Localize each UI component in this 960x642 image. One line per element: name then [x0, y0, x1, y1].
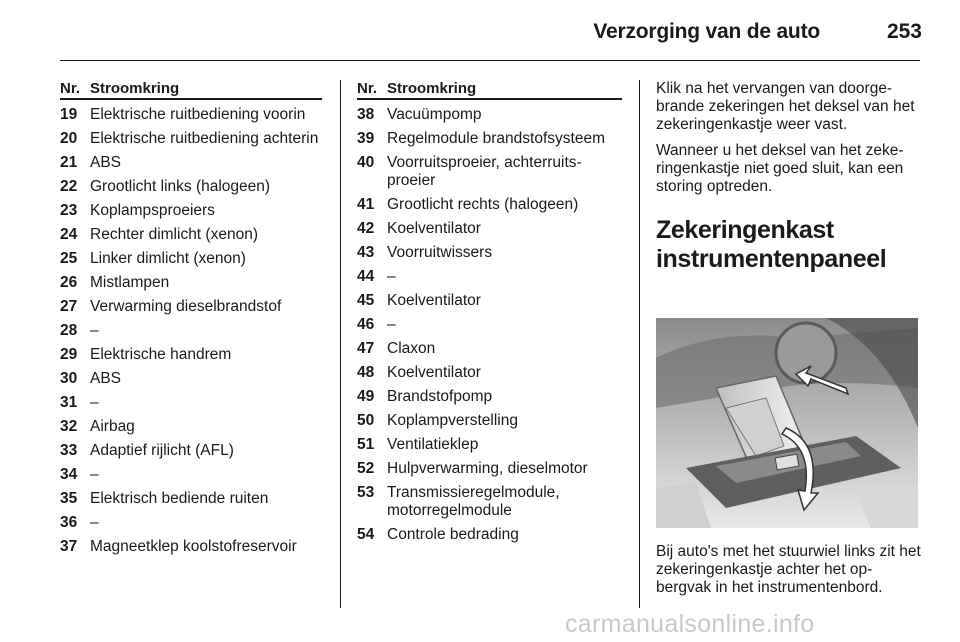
- table-row: [357, 106, 622, 124]
- table-row: [60, 298, 322, 316]
- circuit-description: Magneetklep koolstofreservoir: [90, 538, 297, 555]
- circuit-description: Airbag: [90, 418, 135, 435]
- column-header-circuit: Stroomkring: [387, 80, 477, 97]
- fuse-number: 44: [357, 268, 375, 285]
- table-row: [357, 268, 622, 286]
- figure-caption: Bij auto's met het stuurwiel links zit het zekeringenkastje achter het op-bergvak in het instrumentenbord.: [656, 543, 921, 596]
- circuit-description: –: [387, 316, 396, 333]
- table-row: [60, 130, 322, 148]
- table-row: [60, 154, 322, 172]
- table-row: [357, 292, 622, 310]
- circuit-description: Linker dimlicht (xenon): [90, 250, 246, 267]
- circuit-description: Hulpverwarming, dieselmotor: [387, 460, 588, 477]
- circuit-description: –: [90, 394, 99, 411]
- circuit-description: Elektrische ruitbediening voorin: [90, 106, 306, 123]
- fuse-number: 54: [357, 526, 375, 543]
- fuse-number: 33: [60, 442, 78, 459]
- fuse-number: 19: [60, 106, 78, 123]
- circuit-description: –: [90, 322, 99, 339]
- circuit-description: Transmissieregelmodule, motorregelmodule: [387, 484, 560, 519]
- circuit-description: Mistlampen: [90, 274, 170, 291]
- watermark: carmanualsonline.info: [565, 610, 815, 638]
- table-row: [60, 322, 322, 340]
- fuse-number: 35: [60, 490, 78, 507]
- table-row: [357, 460, 622, 478]
- fuse-number: 50: [357, 412, 375, 429]
- circuit-description: Koelventilator: [387, 364, 481, 381]
- fuse-table-left: [60, 80, 322, 556]
- fuse-number: 28: [60, 322, 78, 339]
- circuit-description: –: [90, 514, 99, 531]
- table-row: [60, 250, 322, 268]
- fuse-number: 46: [357, 316, 375, 333]
- circuit-description: Koelventilator: [387, 220, 481, 237]
- paragraph: Wanneer u het deksel van het zeke-ringenkastje niet goed sluit, kan een storing optreden.: [656, 142, 904, 195]
- fuse-number: 38: [357, 106, 375, 123]
- circuit-description: –: [387, 268, 396, 285]
- fuse-number: 23: [60, 202, 78, 219]
- table-row: [357, 526, 622, 544]
- fuse-number: 37: [60, 538, 78, 555]
- table-row: [357, 220, 622, 238]
- circuit-description: Koelventilator: [387, 292, 481, 309]
- column-header-nr: Nr.: [357, 80, 378, 97]
- fuse-number: 21: [60, 154, 78, 171]
- table-row: [60, 370, 322, 388]
- table-row: [60, 226, 322, 244]
- fuse-number: 53: [357, 484, 375, 501]
- fuse-number: 52: [357, 460, 375, 477]
- fuse-number: 36: [60, 514, 78, 531]
- circuit-description: Koplampsproeiers: [90, 202, 215, 219]
- circuit-description: Verwarming dieselbrandstof: [90, 298, 282, 315]
- fuse-box-photo: [656, 318, 918, 528]
- fuse-number: 41: [357, 196, 375, 213]
- circuit-description: Claxon: [387, 340, 436, 357]
- circuit-description: Brandstofpomp: [387, 388, 493, 405]
- circuit-description: ABS: [90, 370, 122, 387]
- table-row: [60, 346, 322, 364]
- fuse-number: 20: [60, 130, 78, 147]
- table-row: [60, 490, 322, 508]
- table-row: [60, 514, 322, 532]
- header-divider: [60, 60, 920, 61]
- fuse-number: 27: [60, 298, 78, 315]
- section-heading: Zekeringenkast instrumentenpaneel: [656, 216, 887, 273]
- circuit-description: Controle bedrading: [387, 526, 519, 543]
- fuse-number: 42: [357, 220, 375, 237]
- table-row: [60, 538, 322, 556]
- fuse-number: 26: [60, 274, 78, 291]
- table-row: [60, 274, 322, 292]
- fuse-number: 34: [60, 466, 78, 483]
- circuit-description: Vacuümpomp: [387, 106, 482, 123]
- table-row: [357, 130, 622, 148]
- table-row: [357, 364, 622, 382]
- fuse-number: 48: [357, 364, 375, 381]
- fuse-number: 51: [357, 436, 375, 453]
- fuse-number: 30: [60, 370, 78, 387]
- fuse-number: 43: [357, 244, 375, 261]
- fuse-number: 45: [357, 292, 375, 309]
- table-row: [60, 394, 322, 412]
- fuse-number: 40: [357, 154, 375, 171]
- table-row: [60, 466, 322, 484]
- table-row: [357, 484, 622, 520]
- circuit-description: Elektrische ruitbediening achterin: [90, 130, 319, 147]
- page-number: 253: [886, 20, 922, 43]
- fuse-number: 49: [357, 388, 375, 405]
- table-row: [60, 106, 322, 124]
- circuit-description: Voorruitwissers: [387, 244, 493, 261]
- column-header-nr: Nr.: [60, 80, 81, 97]
- table-row: [357, 244, 622, 262]
- page-section-title: Verzorging van de auto: [593, 20, 820, 43]
- paragraph: Klik na het vervangen van doorge-brande zekeringen het deksel van het zekeringenkastje weer vast.: [656, 80, 915, 133]
- circuit-description: Rechter dimlicht (xenon): [90, 226, 258, 243]
- circuit-description: Ventilatieklep: [387, 436, 479, 453]
- circuit-description: Grootlicht rechts (halogeen): [387, 196, 579, 213]
- table-row: [357, 154, 622, 190]
- fuse-number: 39: [357, 130, 375, 147]
- table-row: [60, 442, 322, 460]
- table-row: [357, 388, 622, 406]
- circuit-description: Grootlicht links (halogeen): [90, 178, 271, 195]
- table-row: [60, 202, 322, 220]
- circuit-description: ABS: [90, 154, 122, 171]
- table-row: [357, 316, 622, 334]
- circuit-description: –: [90, 466, 99, 483]
- fuse-number: 47: [357, 340, 375, 357]
- fuse-number: 24: [60, 226, 78, 243]
- table-header: [60, 80, 322, 100]
- fuse-box-illustration: [656, 318, 918, 528]
- fuse-number: 22: [60, 178, 78, 195]
- right-column: [656, 80, 922, 274]
- fuse-number: 25: [60, 250, 78, 267]
- circuit-description: Elektrische handrem: [90, 346, 232, 363]
- table-row: [357, 340, 622, 358]
- fuse-number: 32: [60, 418, 78, 435]
- circuit-description: Elektrisch bediende ruiten: [90, 490, 269, 507]
- column-divider: [340, 80, 341, 608]
- fuse-number: 31: [60, 394, 78, 411]
- circuit-description: Adaptief rijlicht (AFL): [90, 442, 234, 459]
- circuit-description: Regelmodule brandstofsysteem: [387, 130, 605, 147]
- circuit-description: Voorruitsproeier, achterruits-proeier: [387, 154, 582, 189]
- table-row: [357, 412, 622, 430]
- table-row: [357, 196, 622, 214]
- column-divider: [639, 80, 640, 608]
- table-header: [357, 80, 622, 100]
- fuse-table-middle: [357, 80, 622, 544]
- table-row: [60, 418, 322, 436]
- table-row: [60, 178, 322, 196]
- column-header-circuit: Stroomkring: [90, 80, 180, 97]
- fuse-number: 29: [60, 346, 78, 363]
- table-row: [357, 436, 622, 454]
- circuit-description: Koplampverstelling: [387, 412, 518, 429]
